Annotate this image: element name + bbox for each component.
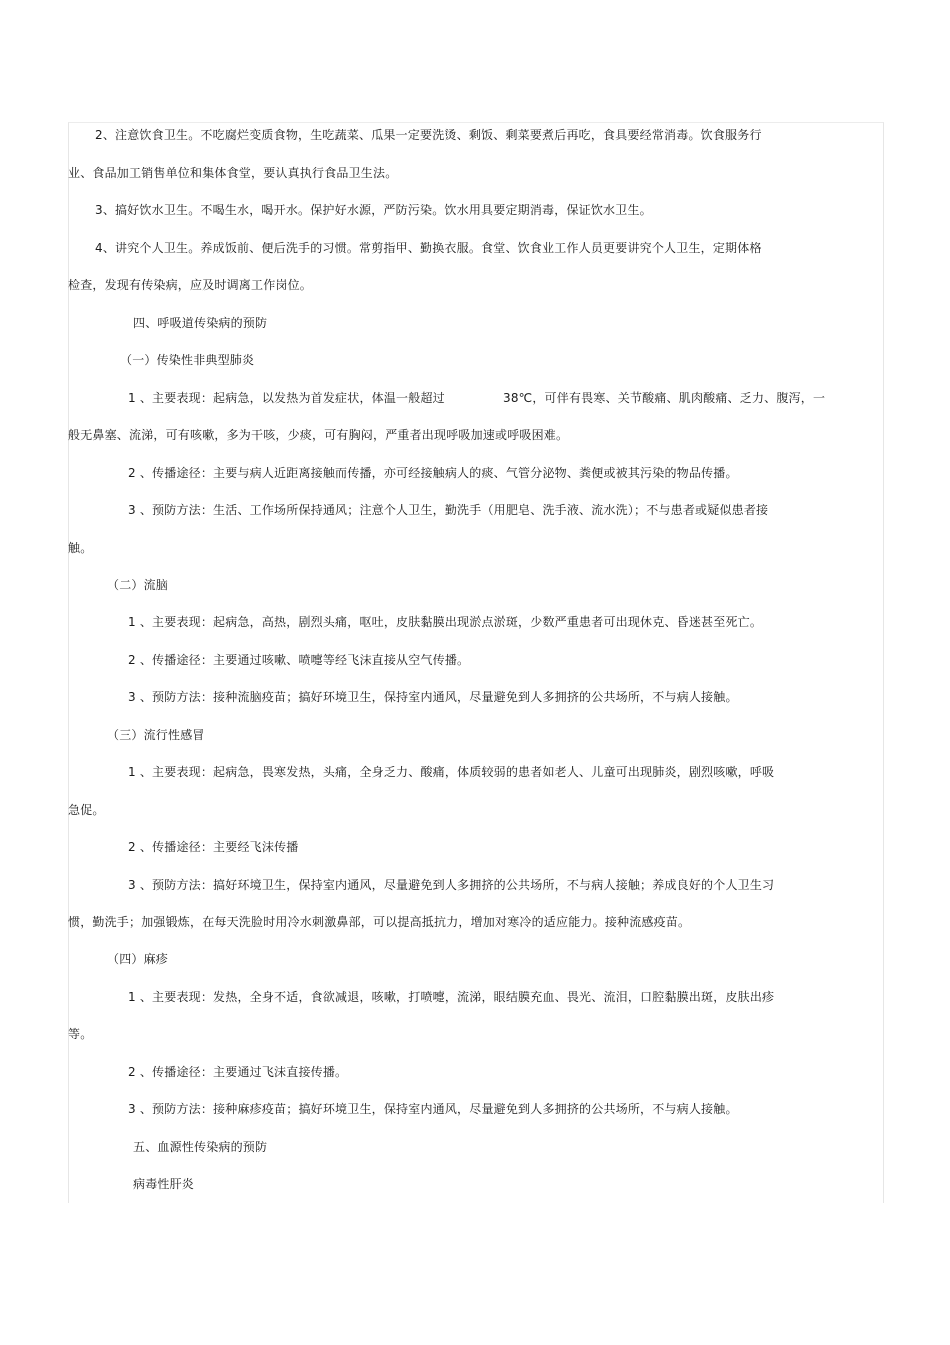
paragraph-line: 触。 [68,541,93,555]
paragraph-line: 2 、传播途径：主要经飞沫传播 [128,840,299,854]
paragraph-line: 2 、传播途径：主要通过咳嗽、喷嚏等经飞沫直接从空气传播。 [128,653,470,667]
paragraph-line: 3、搞好饮水卫生。不喝生水，喝开水。保护好水源，严防污染。饮水用具要定期消毒，保证饮水卫生。 [95,203,652,217]
section-heading: 四、呼吸道传染病的预防 [133,316,268,330]
paragraph-line: 1 、主要表现：起病急，以发热为首发症状，体温一般超过 [128,391,445,405]
paragraph-line: 38℃，可伴有畏寒、关节酸痛、肌肉酸痛、乏力、腹泻，一 [503,391,826,405]
paragraph-line: 1 、主要表现：发热，全身不适，食欲减退，咳嗽，打喷嚏，流涕，眼结膜充血、畏光、流泪，口腔黏膜出斑，皮肤出疹 [128,990,775,1004]
paragraph-line: 等。 [68,1027,93,1041]
paragraph-line: 2 、传播途径：主要与病人近距离接触而传播，亦可经接触病人的痰、气管分泌物、粪便或被其污染的物品传播。 [128,466,738,480]
subsection-heading: （三）流行性感冒 [107,728,205,742]
paragraph-line: 1 、主要表现：起病急，畏寒发热，头痛，全身乏力、酸痛，体质较弱的患者如老人、儿童可出现肺炎，剧烈咳嗽，呼吸 [128,765,775,779]
section-heading: 五、血源性传染病的预防 [133,1140,268,1154]
paragraph-line: 急促。 [68,803,105,817]
paragraph-line: 3 、预防方法：接种流脑疫苗；搞好环境卫生，保持室内通风，尽量避免到人多拥挤的公共场所，不与病人接触。 [128,690,738,704]
paragraph-line: 惯，勤洗手；加强锻炼，在每天洗脸时用冷水刺激鼻部，可以提高抵抗力，增加对寒冷的适应能力。接种流感疫苗。 [68,915,691,929]
paragraph-line: 检查，发现有传染病，应及时调离工作岗位。 [68,278,313,292]
paragraph-line: 3 、预防方法：接种麻疹疫苗；搞好环境卫生，保持室内通风，尽量避免到人多拥挤的公共场所，不与病人接触。 [128,1102,738,1116]
subsection-heading: 病毒性肝炎 [133,1177,195,1191]
paragraph-line: 3 、预防方法：生活、工作场所保持通风；注意个人卫生，勤洗手（用肥皂、洗手液、流水洗）；不与患者或疑似患者接 [128,503,769,517]
paragraph-line: 3 、预防方法：搞好环境卫生，保持室内通风，尽量避免到人多拥挤的公共场所，不与病人接触；养成良好的个人卫生习 [128,878,775,892]
paragraph-line: 业、食品加工销售单位和集体食堂，要认真执行食品卫生法。 [68,166,398,180]
paragraph-line: 2、注意饮食卫生。不吃腐烂变质食物，生吃蔬菜、瓜果一定要洗烫、剩饭、剩菜要煮后再吃，食具要经常消毒。饮食服务行 [95,128,762,142]
subsection-heading: （二）流脑 [107,578,169,592]
paragraph-line: 般无鼻塞、流涕，可有咳嗽，多为干咳，少痰，可有胸闷，严重者出现呼吸加速或呼吸困难。 [68,428,569,442]
subsection-heading: （一）传染性非典型肺炎 [120,353,255,367]
paragraph-line: 1 、主要表现：起病急，高热，剧烈头痛，呕吐，皮肤黏膜出现淤点淤斑，少数严重患者可出现休克、昏迷甚至死亡。 [128,615,763,629]
paragraph-line: 2 、传播途径：主要通过飞沫直接传播。 [128,1065,348,1079]
paragraph-line: 4、讲究个人卫生。养成饭前、便后洗手的习惯。常剪指甲、勤换衣服。食堂、饮食业工作人员更要讲究个人卫生，定期体格 [95,241,762,255]
subsection-heading: （四）麻疹 [107,952,169,966]
